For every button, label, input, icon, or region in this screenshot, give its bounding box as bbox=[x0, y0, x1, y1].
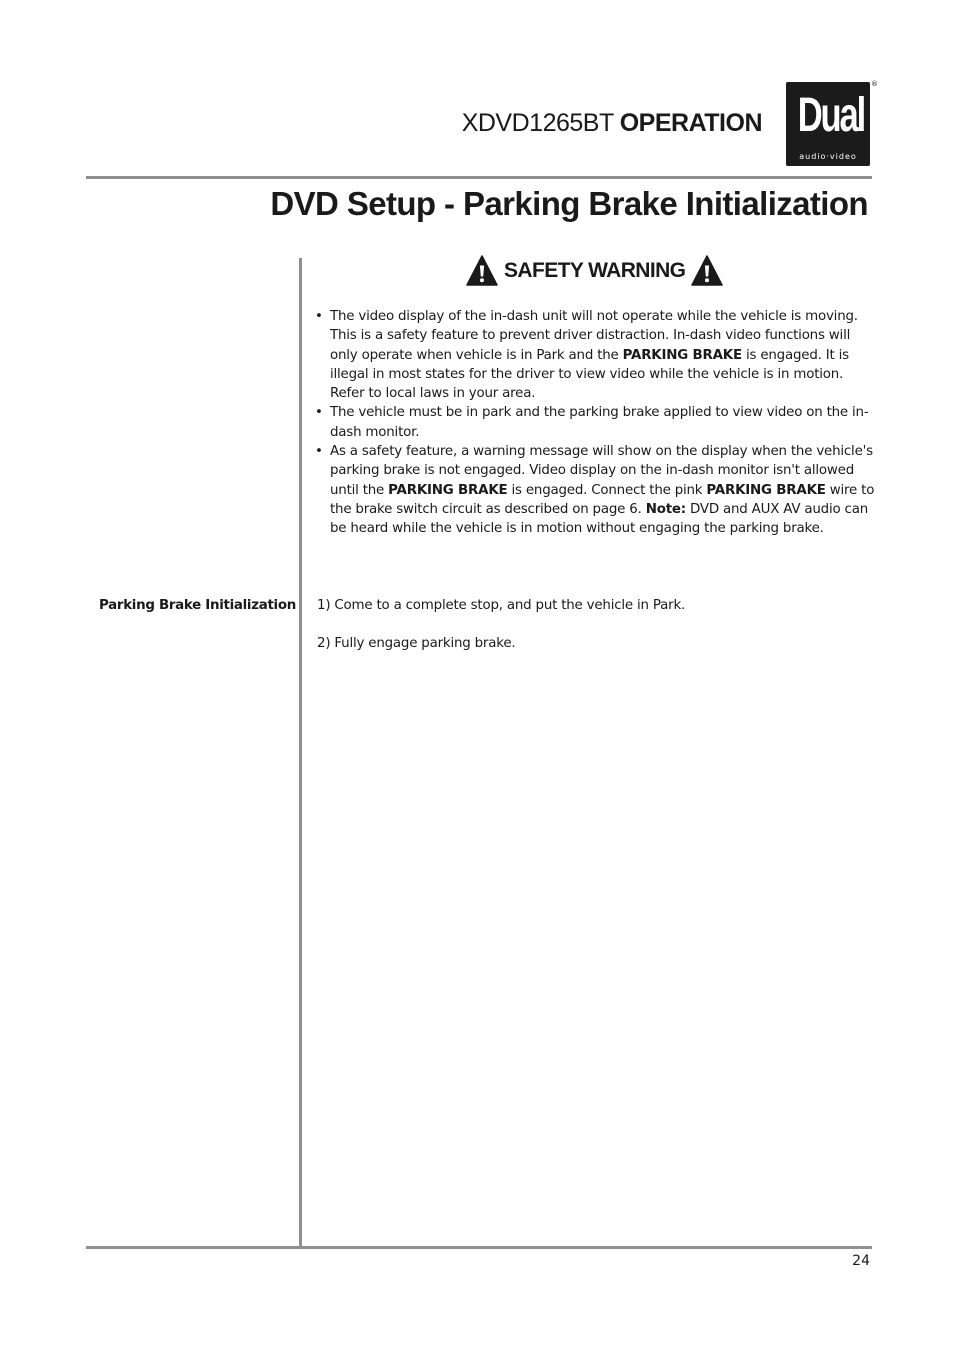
safety-warning-heading bbox=[466, 254, 723, 288]
safety-warning-title: SAFETY WARNING bbox=[504, 259, 686, 282]
dual-logo bbox=[786, 82, 870, 166]
list-item: • The video display of the in-dash unit will not operate while the vehicle is moving. This is a safety feature to prevent driver distraction. In-dash video functions will only operate when vehicle is in Park and the PARKING BRAKE is engaged. It is illegal in most states for the driver to view video while the vehicle is in motion. Refer to local laws in your area. bbox=[315, 309, 858, 402]
logo-tagline: audio·video bbox=[799, 152, 857, 161]
manual-section-header bbox=[462, 108, 762, 138]
section-label: Parking Brake Initialization bbox=[99, 598, 296, 613]
registered-mark: ® bbox=[871, 80, 878, 88]
section-name: OPERATION bbox=[619, 109, 762, 137]
column-divider bbox=[299, 258, 302, 1248]
procedure-step: 2) Fully engage parking brake. bbox=[317, 636, 516, 651]
list-item: • The vehicle must be in park and the parking brake applied to view video on the in-dash monitor. bbox=[315, 405, 869, 440]
procedure-step: 1) Come to a complete stop, and put the vehicle in Park. bbox=[317, 598, 686, 613]
footer-divider bbox=[86, 1246, 872, 1249]
header-divider bbox=[86, 176, 872, 179]
logo-wordmark: Dual bbox=[797, 89, 865, 142]
page-title: DVD Setup - Parking Brake Initialization bbox=[270, 185, 868, 222]
page-number: 24 bbox=[852, 1253, 870, 1269]
model-number: XDVD1265BT bbox=[461, 109, 614, 137]
warning-triangle-icon bbox=[466, 255, 498, 287]
safety-warning-list bbox=[315, 307, 875, 539]
warning-triangle-icon bbox=[691, 255, 723, 287]
list-item: • As a safety feature, a warning message will show on the display when the vehicle's parking brake is not engaged. Video display on the in-dash monitor isn't allowed until the PARKING BRAKE is engaged. Connect the pink PARKING BRAKE wire to the brake switch circuit as described on page 6. Note: DVD and AUX AV audio can be heard while the vehicle is in motion without engaging the parking brake. bbox=[315, 444, 875, 537]
